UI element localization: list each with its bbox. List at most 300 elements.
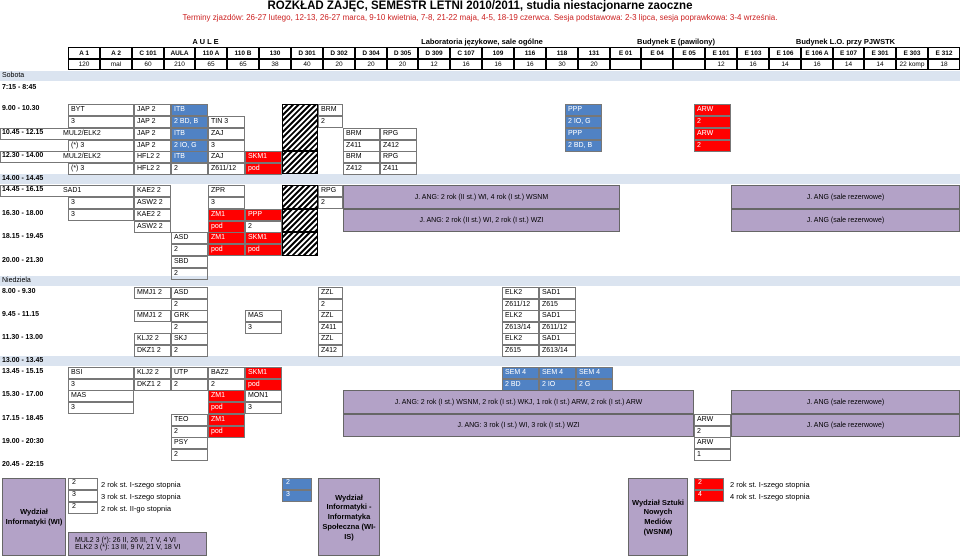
schedule-cell	[171, 449, 208, 461]
room-header: E 312	[928, 47, 960, 59]
legend-wi-label: Wydział Informatyki (WI)	[2, 478, 66, 556]
cell-text: JAP 2	[137, 106, 156, 113]
cell-text: 3	[71, 199, 75, 206]
legend-text: 2 rok st. I-szego stopnia	[730, 480, 810, 489]
cell-text: TIN 3	[211, 118, 229, 125]
schedule-cell	[208, 185, 245, 197]
schedule-cell	[134, 116, 171, 128]
cell-text: 2	[321, 301, 325, 308]
room-header: E 05	[673, 47, 705, 59]
room-capacity	[610, 59, 641, 70]
cell-text: BRM	[346, 153, 362, 160]
cell-text: MON1	[248, 392, 269, 399]
cell-text: 2 IO, G	[568, 118, 591, 125]
cell-text: ARW	[697, 416, 714, 423]
cell-text: MAS	[248, 312, 264, 319]
schedule-cell	[134, 310, 171, 322]
section-sunday: Niedziela	[0, 276, 960, 286]
cell-text: pod	[211, 404, 223, 411]
room-capacity: 65	[227, 59, 259, 70]
schedule-cell	[502, 287, 539, 299]
cell-text: 3	[211, 142, 215, 149]
section-saturday: Sobota	[0, 71, 960, 81]
room-capacity: 60	[132, 59, 164, 70]
cell-text: 2	[174, 347, 178, 354]
cell-text: 2	[321, 118, 325, 125]
schedule-cell	[68, 390, 134, 402]
hatched-block	[282, 151, 318, 174]
schedule-cell	[134, 333, 171, 345]
cell-text: ARW	[697, 130, 714, 137]
cell-text: ZZL	[321, 289, 334, 296]
room-capacity: 120	[68, 59, 100, 70]
room-capacity: 16	[737, 59, 769, 70]
room-capacity: 30	[546, 59, 578, 70]
schedule-cell	[208, 244, 245, 256]
cell-text: SAD1	[542, 335, 561, 342]
cell-text: ZZL	[321, 335, 334, 342]
schedule-cell	[245, 244, 282, 256]
time-slot: 10.45 - 12.15	[2, 129, 44, 136]
schedule-cell	[576, 367, 613, 379]
cell-text: JAP 2	[137, 130, 156, 137]
schedule-cell	[208, 367, 245, 379]
room-header: D 305	[387, 47, 418, 59]
room-header: E 01	[610, 47, 641, 59]
cell-text: ZM1	[211, 416, 225, 423]
cell-text: JAP 2	[137, 142, 156, 149]
time-slot: 8.00 - 9.30	[2, 288, 36, 295]
time-slot: 20.00 - 21.30	[2, 257, 44, 264]
schedule-cell	[171, 287, 208, 299]
schedule-cell	[694, 128, 731, 140]
language-block: J. ANG: 3 rok (I st.) WI, 3 rok (I st.) WZI	[343, 414, 694, 437]
cell-text: PSY	[174, 439, 189, 446]
schedule-cell	[565, 116, 602, 128]
cell-text: 2	[211, 381, 215, 388]
schedule-cell	[171, 116, 208, 128]
cell-text: Z613/14	[505, 324, 531, 331]
group-header: Budynek E (pawilony)	[637, 37, 715, 46]
time-slot: 19.00 - 20:30	[2, 438, 44, 445]
schedule-cell	[565, 140, 602, 152]
room-capacity: 20	[355, 59, 387, 70]
schedule-cell	[318, 116, 343, 128]
cell-text: pod	[211, 246, 223, 253]
cell-text: 2 BD, B	[568, 142, 593, 149]
legend-wi-notes	[68, 532, 207, 556]
schedule-cell	[171, 268, 208, 280]
schedule-cell	[539, 287, 576, 299]
cell-text: 3	[71, 118, 75, 125]
schedule-cell	[208, 209, 245, 221]
cell-text: 2	[697, 142, 701, 149]
schedule-cell	[245, 151, 282, 163]
schedule-cell	[343, 128, 380, 140]
cell-text: pod	[211, 223, 223, 230]
cell-text: (*) 3	[71, 165, 85, 172]
cell-text: KLJ2 2	[137, 335, 159, 342]
schedule-cell	[68, 163, 134, 175]
schedule-cell	[171, 367, 208, 379]
schedule-cell	[208, 128, 245, 140]
schedule-cell	[171, 104, 208, 116]
schedule-cell	[318, 104, 343, 116]
schedule-cell	[134, 379, 171, 391]
schedule-cell	[694, 116, 731, 128]
schedule-cell	[694, 449, 731, 461]
room-capacity: 14	[769, 59, 801, 70]
cell-text: BRM	[346, 130, 362, 137]
schedule-cell	[539, 333, 576, 345]
saturday-start-time: 7:15 - 8:45	[2, 84, 37, 91]
room-header: 118	[546, 47, 578, 59]
room-capacity: 12	[418, 59, 450, 70]
schedule-cell	[0, 151, 134, 163]
cell-text: PPP	[248, 211, 263, 218]
schedule-cell	[539, 345, 576, 357]
schedule-cell	[208, 426, 245, 438]
schedule-cell	[68, 209, 134, 221]
schedule-cell	[134, 163, 171, 175]
cell-text: Z611/12	[211, 165, 237, 172]
room-header: AULA	[164, 47, 195, 59]
cell-text: SEM 4	[579, 369, 601, 376]
room-header: 131	[578, 47, 610, 59]
room-header: E 04	[641, 47, 673, 59]
cell-text: HFL2 2	[137, 165, 160, 172]
language-block: J. ANG (sale rezerwowe)	[731, 390, 960, 414]
cell-text: 2 IO, G	[174, 142, 197, 149]
time-slot: 13.00 - 13.45	[2, 357, 44, 364]
schedule-cell	[694, 437, 731, 449]
page-subtitle: Terminy zjazdów: 26-27 lutego, 12-13, 26-27 marca, 9-10 kwietnia, 7-8, 21-22 maja, 4-5, 18-19 czerwca. Sesja podstawowa: 2-3 lipca, sesja poprawkowa: 3-4 września.	[182, 13, 778, 22]
time-slot: 18.15 - 19.45	[2, 233, 44, 240]
cell-text: pod	[248, 165, 260, 172]
room-capacity: 16	[482, 59, 514, 70]
schedule-cell	[171, 151, 208, 163]
cell-text: ELK2	[505, 312, 523, 319]
room-header: E 101	[705, 47, 737, 59]
cell-text: 2 BD, B	[174, 118, 199, 125]
room-capacity: 16	[450, 59, 482, 70]
schedule-cell	[245, 310, 282, 322]
cell-text: ASD	[174, 234, 189, 241]
language-block: J. ANG: 2 rok (II st.) WI, 4 rok (I st.) WSNM	[343, 185, 620, 209]
cell-text: DKZ1 2	[137, 381, 161, 388]
cell-text: ITB	[174, 130, 185, 137]
schedule-cell	[68, 402, 134, 414]
room-capacity: 38	[259, 59, 291, 70]
cell-text: MAS	[71, 392, 87, 399]
cell-text: (*) 3	[71, 142, 85, 149]
legend-code: 3	[68, 490, 98, 502]
page-title: ROZKŁAD ZAJĘĆ, SEMESTR LETNI 2010/2011, studia niestacjonarne zaoczne	[267, 0, 693, 12]
cell-text: 3	[248, 324, 252, 331]
language-block: J. ANG: 2 rok (I st.) WSNM, 2 rok (I st.) WKJ, 1 rok (I st.) ARW, 2 rok (I st.) ARW	[343, 390, 694, 414]
schedule-cell	[318, 197, 343, 209]
schedule-cell	[68, 116, 134, 128]
schedule-cell	[68, 104, 134, 116]
schedule-cell	[245, 163, 282, 175]
legend-text: 4 rok st. I-szego stopnia	[730, 492, 810, 501]
cell-text: Z611/12	[505, 301, 531, 308]
schedule-cell	[694, 140, 731, 152]
cell-text: JAP 2	[137, 118, 156, 125]
room-header: E 107	[833, 47, 864, 59]
cell-text: ZM1	[211, 392, 225, 399]
cell-text: SAD1	[542, 312, 561, 319]
group-header: Laboratoria językowe, sale ogólne	[421, 37, 543, 46]
room-header: E 103	[737, 47, 769, 59]
schedule-cell	[171, 256, 208, 268]
legend-note: MUL2 3 (*): 26 II, 26 III, 7 V, 4 VI	[75, 537, 176, 544]
legend-code: 2	[694, 478, 724, 490]
legend-code: 4	[694, 490, 724, 502]
schedule-cell	[134, 197, 171, 209]
cell-text: 1	[697, 451, 701, 458]
schedule-cell	[134, 185, 171, 197]
schedule-cell	[208, 232, 245, 244]
schedule-cell	[208, 414, 245, 426]
cell-text: Z615	[505, 347, 521, 354]
schedule-cell	[171, 244, 208, 256]
room-header: D 301	[291, 47, 323, 59]
room-capacity: 210	[164, 59, 195, 70]
legend-code: 2	[68, 502, 98, 514]
cell-text: ARW	[697, 106, 714, 113]
cell-text: ELK2	[505, 335, 523, 342]
room-header: E 303	[896, 47, 928, 59]
schedule-cell	[208, 197, 245, 209]
schedule-cell	[134, 128, 171, 140]
cell-text: Z412	[346, 165, 362, 172]
cell-text: SAD1	[63, 187, 82, 194]
schedule-cell	[539, 367, 576, 379]
cell-text: SKM1	[248, 234, 268, 241]
schedule-cell	[0, 128, 134, 140]
room-header: E 106	[769, 47, 801, 59]
cell-text: Z615	[542, 301, 558, 308]
cell-text: 2	[321, 199, 325, 206]
hatched-block	[282, 232, 318, 256]
cell-text: Z411	[346, 142, 362, 149]
schedule-cell	[208, 151, 245, 163]
cell-text: 2 IO	[542, 381, 556, 388]
cell-text: GRK	[174, 312, 190, 319]
schedule-cell	[134, 367, 171, 379]
cell-text: DKZ1 2	[137, 347, 161, 354]
schedule-cell	[245, 390, 282, 402]
cell-text: MMJ1 2	[137, 289, 162, 296]
cell-text: ASW2 2	[137, 199, 163, 206]
break-row-sunday	[0, 356, 960, 366]
schedule-cell	[171, 379, 208, 391]
cell-text: 3	[71, 211, 75, 218]
room-header: 116	[514, 47, 546, 59]
schedule-cell	[134, 104, 171, 116]
time-slot: 13.45 - 15.15	[2, 368, 44, 375]
cell-text: RPG	[383, 130, 399, 137]
cell-text: pod	[248, 381, 260, 388]
room-capacity: mal	[100, 59, 132, 70]
cell-text: ZAJ	[211, 130, 224, 137]
schedule-cell	[318, 185, 343, 197]
cell-text: PPP	[568, 106, 583, 113]
room-capacity: 16	[801, 59, 833, 70]
room-capacity	[641, 59, 673, 70]
schedule-cell	[171, 333, 208, 345]
room-capacity: 22 komp	[896, 59, 928, 70]
schedule-cell	[318, 287, 343, 299]
schedule-cell	[134, 287, 171, 299]
time-slot: 20.45 - 22:15	[2, 461, 44, 468]
room-capacity: 65	[195, 59, 227, 70]
hatched-block	[282, 185, 318, 209]
room-header: E 301	[864, 47, 896, 59]
break-row-saturday	[0, 174, 960, 184]
time-slot: 12.30 - 14.00	[2, 152, 44, 159]
cell-text: 3	[71, 404, 75, 411]
cell-text: BAZ2	[211, 369, 229, 376]
room-header: D 302	[323, 47, 355, 59]
schedule-cell	[245, 209, 282, 221]
cell-text: SAD1	[542, 289, 561, 296]
schedule-cell	[171, 232, 208, 244]
room-header: 110 A	[195, 47, 227, 59]
cell-text: MUL2/ELK2	[63, 130, 101, 137]
cell-text: pod	[248, 246, 260, 253]
schedule-cell	[502, 367, 539, 379]
cell-text: SKM1	[248, 369, 268, 376]
room-capacity	[673, 59, 705, 70]
cell-text: Z412	[383, 142, 399, 149]
schedule-cell	[134, 209, 171, 221]
schedule-cell	[380, 151, 417, 163]
cell-text: pod	[211, 428, 223, 435]
cell-text: KAE2 2	[137, 187, 161, 194]
cell-text: Z613/14	[542, 347, 568, 354]
room-header: E 106 A	[801, 47, 833, 59]
schedule-cell	[380, 163, 417, 175]
cell-text: BYT	[71, 106, 85, 113]
legend-text: 2 rok st. II-go stopnia	[101, 504, 172, 513]
room-header: C 101	[132, 47, 164, 59]
room-capacity: 12	[705, 59, 737, 70]
legend-code: 2	[68, 478, 98, 490]
language-block: J. ANG (sale rezerwowe)	[731, 185, 960, 209]
cell-text: SBD	[174, 258, 189, 265]
schedule-cell	[502, 345, 539, 357]
hatched-block	[282, 209, 318, 232]
schedule-cell	[171, 437, 208, 449]
schedule-cell	[502, 310, 539, 322]
time-slot: 11.30 - 13.00	[2, 334, 43, 341]
cell-text: ASW2 2	[137, 223, 163, 230]
group-header: A U L E	[192, 37, 219, 46]
room-header: A 1	[68, 47, 100, 59]
schedule-cell	[565, 104, 602, 116]
cell-text: 2	[174, 270, 178, 277]
cell-text: 2	[248, 223, 252, 230]
schedule-cell	[539, 310, 576, 322]
cell-text: Z412	[321, 347, 337, 354]
time-slot: 9.45 - 11.15	[2, 311, 39, 318]
schedule-cell	[68, 367, 134, 379]
schedule-cell	[208, 163, 245, 175]
schedule-cell	[245, 232, 282, 244]
room-header: 110 B	[227, 47, 259, 59]
cell-text: ASD	[174, 289, 189, 296]
cell-text: SEM 4	[505, 369, 527, 376]
cell-text: HFL2 2	[137, 153, 160, 160]
cell-text: RPG	[383, 153, 399, 160]
room-header: A 2	[100, 47, 132, 59]
room-header: D 309	[418, 47, 450, 59]
schedule-cell	[171, 163, 208, 175]
legend-note: ELK2 3 (*): 13 III, 9 IV, 21 V, 18 VI	[75, 544, 181, 551]
room-capacity: 16	[514, 59, 546, 70]
legend-code: 3	[282, 490, 312, 502]
schedule-cell	[134, 151, 171, 163]
schedule-cell	[0, 185, 134, 197]
cell-text: ITB	[174, 153, 185, 160]
cell-text: ZM1	[211, 234, 225, 241]
legend-wis-label: Wydział Informatyki - Informatyka Społeczna (WI-IS)	[318, 478, 380, 556]
cell-text: 2	[174, 246, 178, 253]
schedule-cell	[318, 345, 343, 357]
schedule-cell	[171, 414, 208, 426]
cell-text: SKJ	[174, 335, 187, 342]
schedule-cell	[502, 333, 539, 345]
schedule-cell	[171, 310, 208, 322]
cell-text: SEM 4	[542, 369, 564, 376]
cell-text: SKM1	[248, 153, 268, 160]
room-header: 109	[482, 47, 514, 59]
cell-text: RPG	[321, 187, 337, 194]
room-capacity: 20	[578, 59, 610, 70]
room-capacity: 14	[864, 59, 896, 70]
schedule-cell	[134, 345, 171, 357]
cell-text: BSI	[71, 369, 83, 376]
room-capacity: 20	[323, 59, 355, 70]
cell-text: 3	[248, 404, 252, 411]
cell-text: 2	[174, 165, 178, 172]
cell-text: ZZL	[321, 312, 334, 319]
schedule-cell	[343, 151, 380, 163]
cell-text: MUL2/ELK2	[63, 153, 101, 160]
time-slot: 14.45 - 16.15	[2, 186, 44, 193]
cell-text: MMJ1 2	[137, 312, 162, 319]
cell-text: 3	[71, 381, 75, 388]
room-header: 130	[259, 47, 291, 59]
hatched-block	[282, 104, 318, 151]
cell-text: ZM1	[211, 211, 225, 218]
schedule-cell	[694, 104, 731, 116]
schedule-cell	[171, 345, 208, 357]
room-capacity: 18	[928, 59, 960, 70]
cell-text: 2	[174, 428, 178, 435]
schedule-cell	[245, 367, 282, 379]
cell-text: 2	[697, 118, 701, 125]
cell-text: 2 G	[579, 381, 591, 388]
schedule-cell	[208, 402, 245, 414]
room-capacity: 40	[291, 59, 323, 70]
room-header: D 304	[355, 47, 387, 59]
cell-text: ZPR	[211, 187, 225, 194]
time-slot: 17.15 - 18.45	[2, 415, 44, 422]
schedule-cell	[565, 128, 602, 140]
